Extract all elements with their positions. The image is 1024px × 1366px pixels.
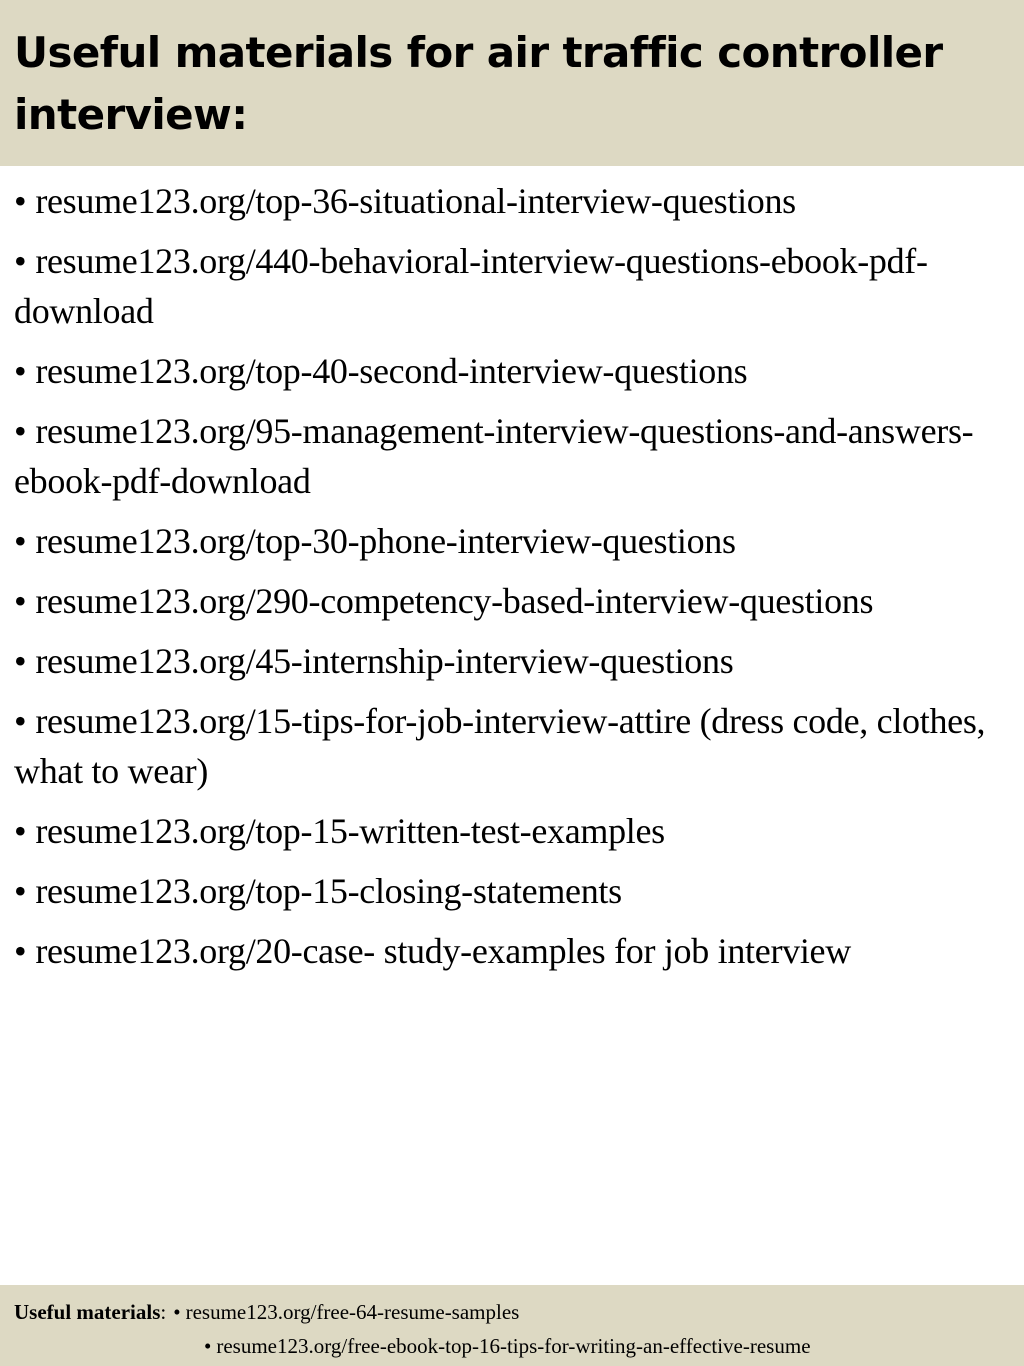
footer-indent (14, 1329, 197, 1363)
list-item-link[interactable]: resume123.org/290-competency-based-interview-questions (35, 581, 874, 621)
footer-row (14, 1329, 1010, 1363)
list-item-link[interactable]: resume123.org/top-15-closing-statements (35, 871, 622, 911)
bullet-icon: • (14, 701, 27, 741)
footer-separator: : (160, 1300, 167, 1324)
list-item (14, 926, 1014, 976)
bullet-icon: • (14, 811, 27, 851)
bullet-icon: • (14, 641, 27, 681)
list-item-link[interactable]: resume123.org/95-management-interview-questions-and-answers-ebook-pdf-download (14, 411, 974, 501)
list-item (14, 516, 1014, 566)
bullet-icon: • (14, 181, 27, 221)
list-item-link[interactable]: resume123.org/20-case- study-examples for job interview (35, 931, 851, 971)
list-item-link[interactable]: resume123.org/top-36-situational-interview-questions (35, 181, 796, 221)
bullet-icon: • (14, 931, 27, 971)
list-item-link[interactable]: resume123.org/45-internship-interview-questions (35, 641, 734, 681)
list-item (14, 406, 1014, 506)
footer-label: Useful materials (14, 1300, 161, 1324)
materials-list (14, 176, 1014, 986)
footer-row (14, 1295, 1010, 1329)
footer-link[interactable]: resume123.org/free-64-resume-samples (185, 1300, 520, 1324)
list-item (14, 696, 1014, 796)
footer-band (0, 1285, 1024, 1366)
list-item (14, 236, 1014, 336)
list-item-link[interactable]: resume123.org/top-40-second-interview-questions (35, 351, 748, 391)
list-item-link[interactable]: resume123.org/top-30-phone-interview-questions (35, 521, 736, 561)
bullet-icon: • (204, 1334, 212, 1358)
list-item (14, 176, 1014, 226)
list-item (14, 636, 1014, 686)
list-item (14, 806, 1014, 856)
bullet-icon: • (14, 411, 27, 451)
list-item (14, 576, 1014, 626)
list-item-link[interactable]: resume123.org/440-behavioral-interview-questions-ebook-pdf-download (14, 241, 928, 331)
bullet-icon: • (14, 241, 27, 281)
footer-link[interactable]: resume123.org/free-ebook-top-16-tips-for-writing-an-effective-resume (216, 1334, 811, 1358)
bullet-icon: • (14, 871, 27, 911)
bullet-icon: • (14, 521, 27, 561)
list-item (14, 866, 1014, 916)
list-item-link[interactable]: resume123.org/top-15-written-test-examples (35, 811, 665, 851)
list-item-link[interactable]: resume123.org/15-tips-for-job-interview-attire (dress code, clothes, what to wear) (14, 701, 986, 791)
header-band (0, 0, 1024, 166)
list-item (14, 346, 1014, 396)
bullet-icon: • (173, 1300, 181, 1324)
page-title: Useful materials for air traffic controller interview: (14, 28, 943, 139)
bullet-icon: • (14, 351, 27, 391)
bullet-icon: • (14, 581, 27, 621)
